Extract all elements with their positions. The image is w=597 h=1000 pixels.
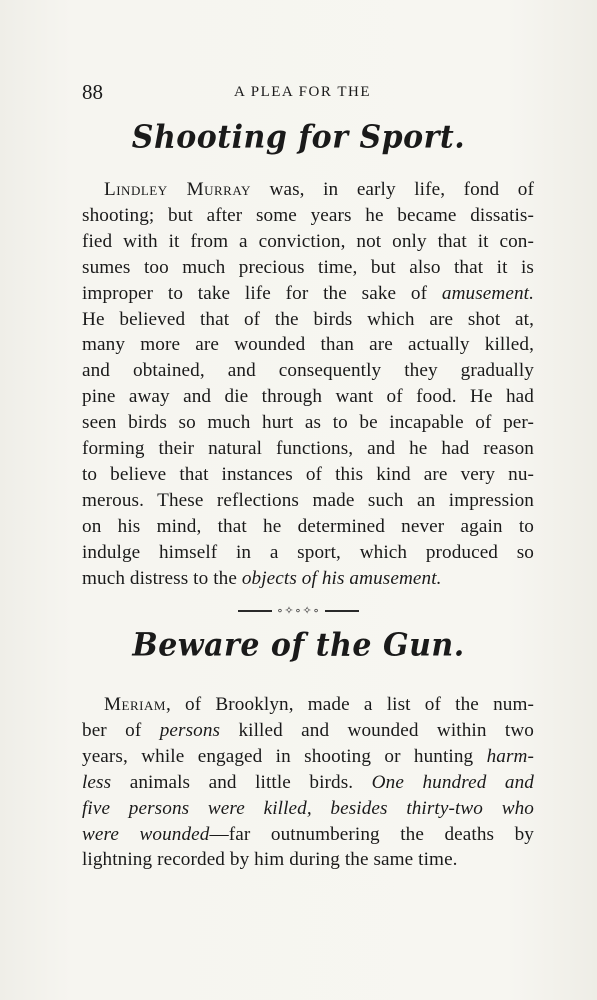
text-line: [82, 744, 534, 770]
ornament-divider: [0, 604, 597, 617]
text-run: fied with it from a conviction, not only that it con-: [82, 230, 534, 252]
text-run: He believed that of the birds which are shot at,: [82, 308, 534, 330]
ornament-glyphs: ∘✧∘✧∘: [276, 604, 321, 617]
text-run: merous. These reflections made such an impression: [82, 489, 534, 511]
text-line: [82, 847, 534, 873]
italic-text: amusement.: [441, 282, 534, 304]
section-title-shooting-for-sport: Shooting for Sport.: [131, 119, 466, 156]
text-run: on his mind, that he determined never again to: [82, 515, 534, 537]
text-line: [82, 332, 534, 358]
text-line: [82, 358, 534, 384]
page-number: 88: [82, 80, 103, 104]
text-run: years, while engaged in shooting or hunting: [82, 745, 487, 767]
paragraph-meriam: [82, 692, 534, 873]
text-line: [82, 203, 534, 229]
text-line: [82, 410, 534, 436]
page-header: [82, 80, 532, 106]
italic-text: objects of his amusement.: [241, 567, 442, 589]
small-caps-name: Meriam: [104, 694, 166, 715]
text-line: [82, 566, 534, 592]
running-head: A PLEA FOR THE: [234, 84, 371, 100]
text-line: [82, 229, 534, 255]
text-line: [82, 281, 534, 307]
text-run: lightning recorded by him during the same time.: [82, 849, 458, 871]
italic-text: harm-: [486, 745, 534, 767]
text-line: [82, 462, 534, 488]
italic-text: One hundred and: [371, 771, 534, 793]
ornament-rule-right: [325, 610, 359, 612]
text-line: [82, 255, 534, 281]
text-line: [82, 718, 534, 744]
text-run: , of Brooklyn, made a list of the num-: [165, 694, 534, 715]
text-line: [82, 540, 534, 566]
text-run: much distress to the: [82, 567, 242, 589]
text-run: seen birds so much hurt as to be incapable of per-: [82, 412, 534, 434]
text-run: shooting; but after some years he became dissatis-: [82, 204, 534, 226]
text-run: many more are wounded than are actually killed,: [82, 334, 534, 356]
text-line: [82, 770, 534, 796]
paragraph-lindley-murray: [82, 177, 534, 592]
text-line: [82, 384, 534, 410]
ornament-rule-left: [238, 610, 272, 612]
text-line: [82, 796, 534, 822]
text-line: [82, 692, 534, 718]
text-run: ber of: [82, 719, 160, 741]
text-run: was, in early life, fond of: [250, 179, 534, 200]
italic-text: five persons were killed, besides thirty-two who: [82, 797, 534, 819]
italic-text: were wounded: [82, 823, 210, 845]
text-line: [82, 307, 534, 333]
text-run: and obtained, and consequently they gradually: [82, 360, 534, 382]
italic-text: less: [82, 771, 112, 793]
text-run: animals and little birds.: [111, 771, 372, 793]
text-run: improper to take life for the sake of: [82, 282, 442, 304]
text-line: [82, 514, 534, 540]
text-run: indulge himself in a sport, which produced so: [82, 541, 534, 563]
text-run: to believe that instances of this kind are very nu-: [82, 463, 534, 485]
text-run: pine away and die through want of food. He had: [82, 386, 534, 408]
text-run: —far outnumbering the deaths by: [209, 823, 534, 845]
text-run: forming their natural functions, and he had reason: [82, 438, 534, 460]
text-run: killed and wounded within two: [220, 719, 535, 741]
text-line: [82, 177, 534, 203]
text-line: [82, 436, 534, 462]
text-run: sumes too much precious time, but also that it is: [82, 256, 534, 278]
small-caps-name: Lindley Murray: [104, 179, 251, 200]
text-line: [82, 822, 534, 848]
text-line: [82, 488, 534, 514]
section-title-beware-of-the-gun: Beware of the Gun.: [132, 627, 465, 664]
italic-text: persons: [159, 719, 221, 741]
